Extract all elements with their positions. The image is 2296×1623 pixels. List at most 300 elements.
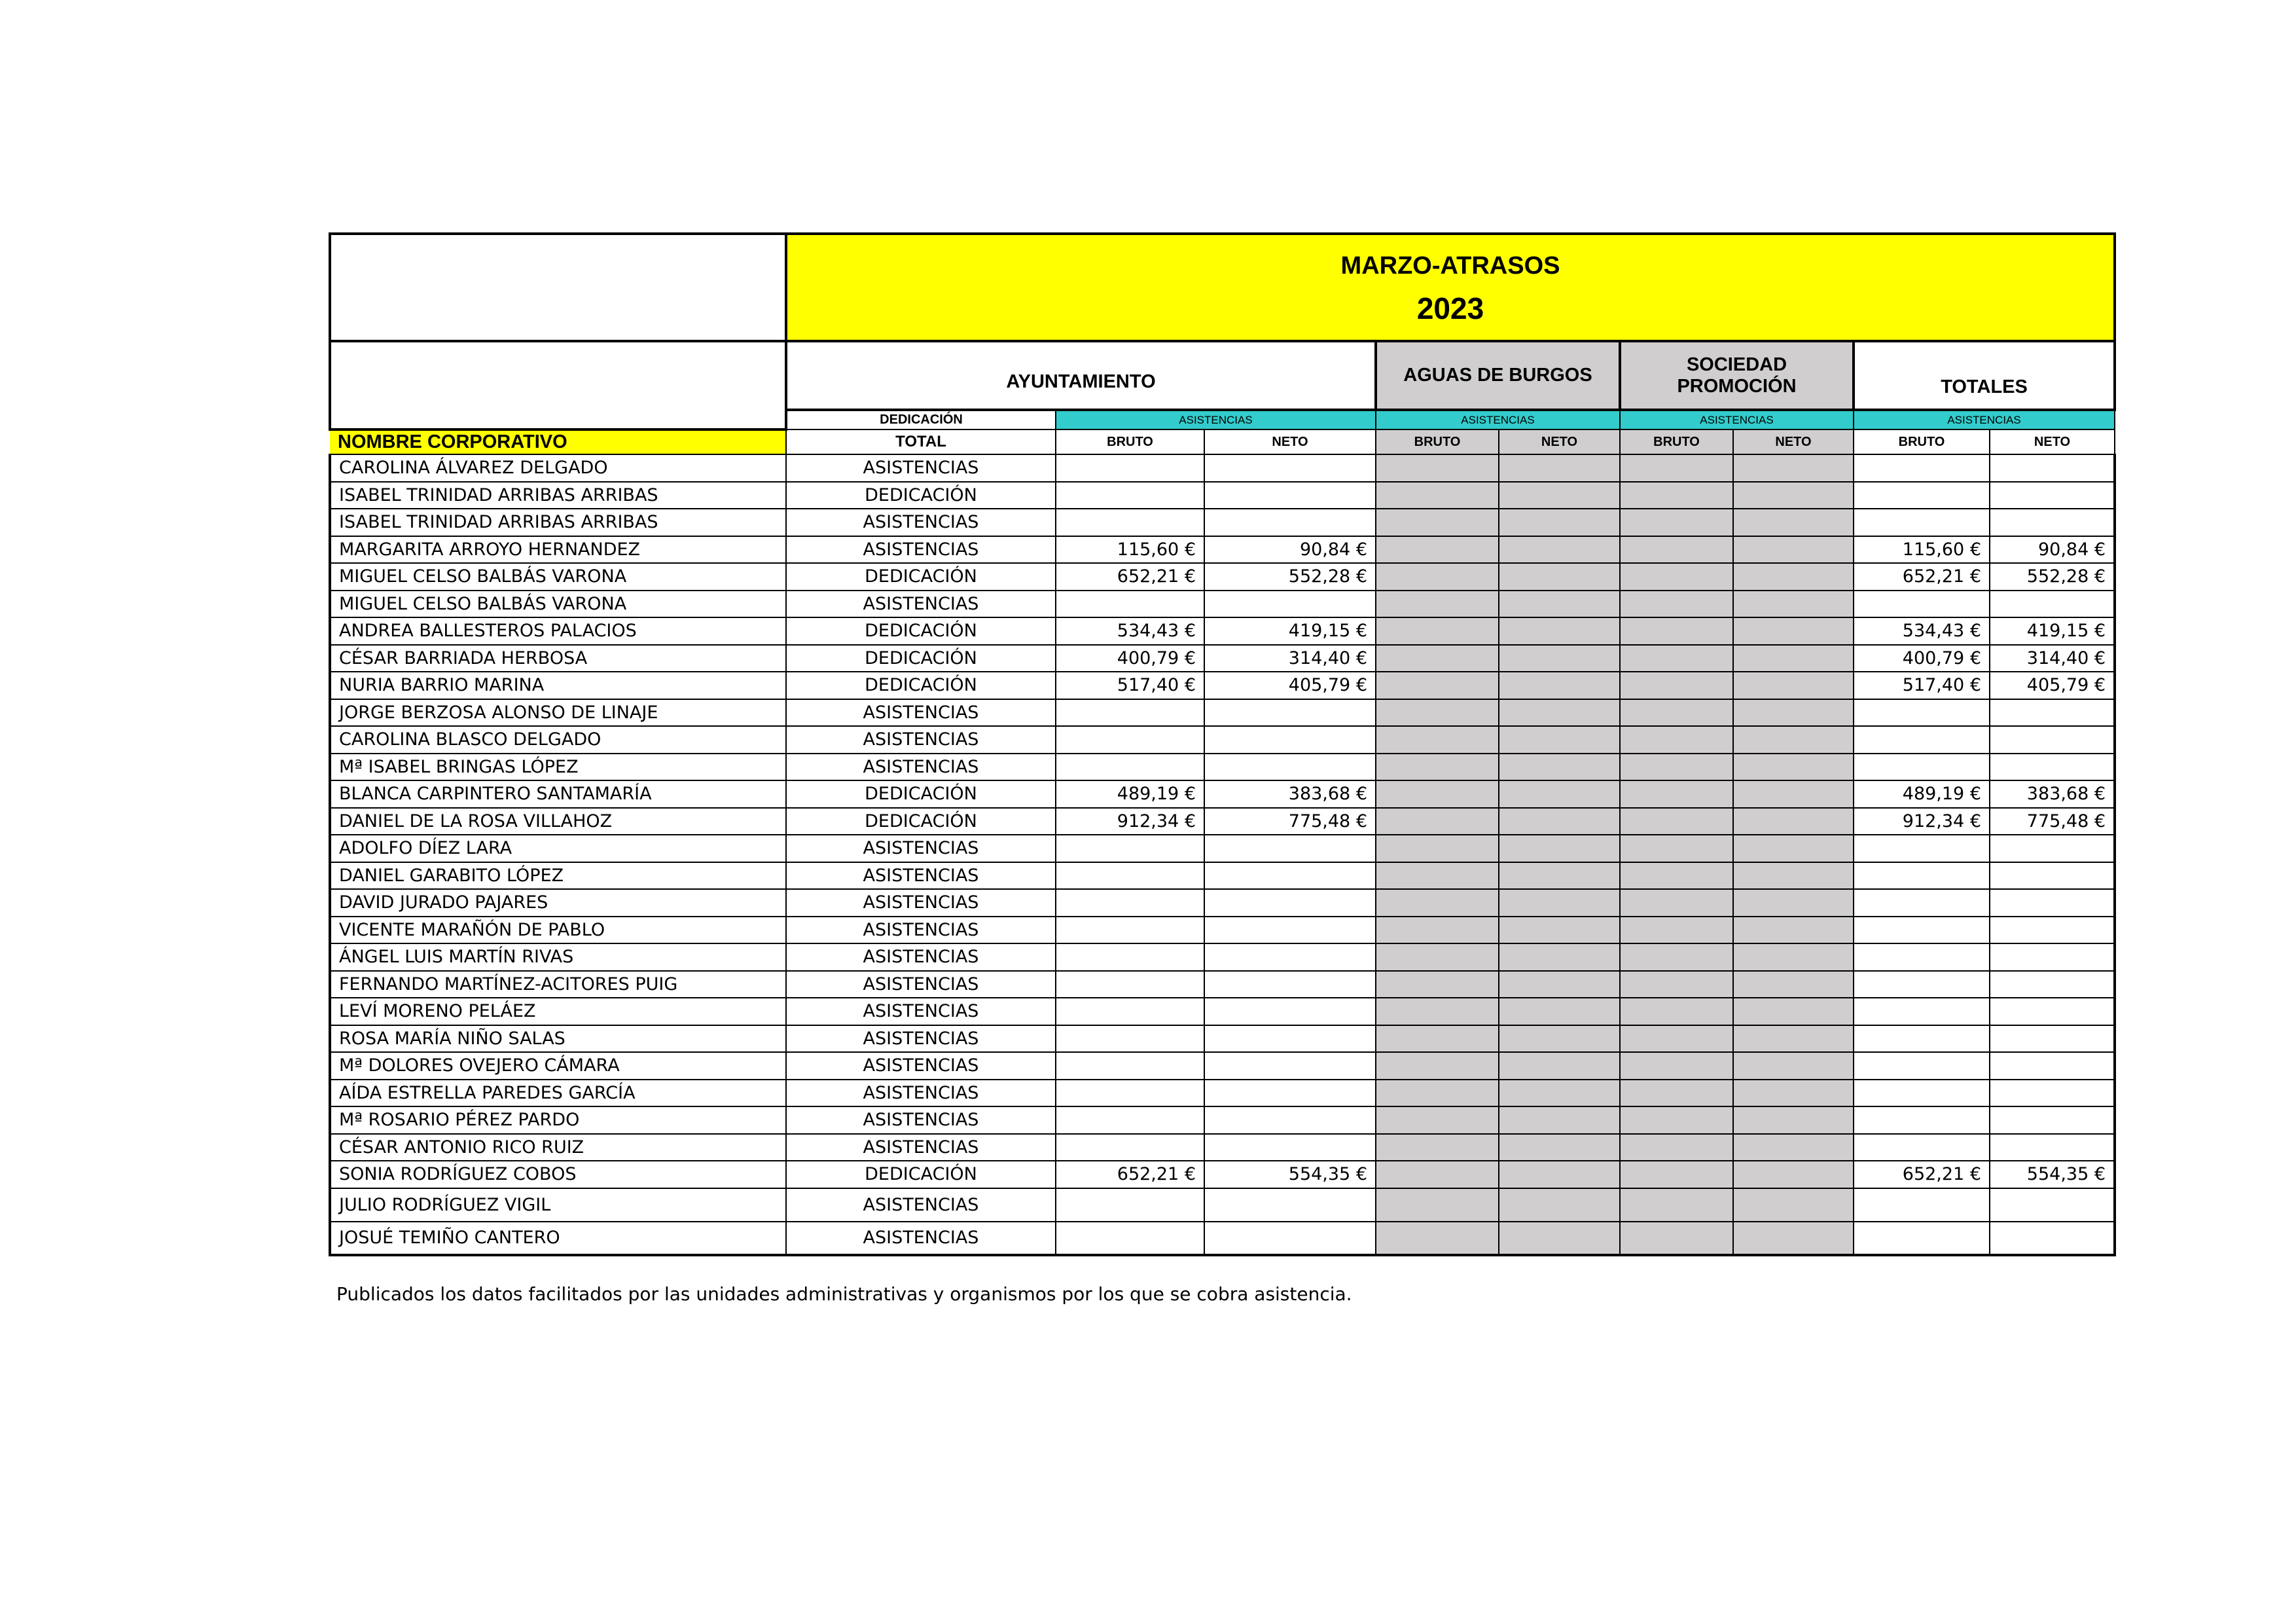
neto-header-totales: NETO bbox=[1990, 429, 2115, 454]
table-row bbox=[330, 808, 2115, 835]
row-sociedad-bruto bbox=[1620, 943, 1733, 971]
row-type: ASISTENCIAS bbox=[786, 971, 1056, 998]
row-aguas-bruto bbox=[1376, 835, 1499, 862]
table-row bbox=[330, 509, 2115, 536]
row-totales-neto: 552,28 € bbox=[1990, 563, 2115, 591]
row-aguas-bruto bbox=[1376, 780, 1499, 808]
row-ayuntamiento-neto bbox=[1204, 754, 1376, 781]
table-row bbox=[330, 645, 2115, 672]
row-totales-neto bbox=[1990, 726, 2115, 754]
row-sociedad-bruto bbox=[1620, 754, 1733, 781]
row-totales-bruto: 534,43 € bbox=[1854, 617, 1990, 645]
row-sociedad-neto bbox=[1733, 754, 1854, 781]
row-type: ASISTENCIAS bbox=[786, 998, 1056, 1025]
row-aguas-neto bbox=[1499, 808, 1620, 835]
row-sociedad-bruto bbox=[1620, 862, 1733, 890]
row-totales-neto bbox=[1990, 1080, 2115, 1107]
row-type: ASISTENCIAS bbox=[786, 1188, 1056, 1222]
row-type: ASISTENCIAS bbox=[786, 862, 1056, 890]
row-aguas-bruto bbox=[1376, 917, 1499, 944]
row-aguas-bruto bbox=[1376, 591, 1499, 618]
row-totales-neto bbox=[1990, 1134, 2115, 1161]
row-aguas-bruto bbox=[1376, 672, 1499, 699]
table-row bbox=[330, 1188, 2115, 1222]
row-name: VICENTE MARAÑÓN DE PABLO bbox=[330, 917, 786, 944]
row-totales-neto bbox=[1990, 754, 2115, 781]
row-sociedad-bruto bbox=[1620, 835, 1733, 862]
row-aguas-neto bbox=[1499, 617, 1620, 645]
row-ayuntamiento-bruto bbox=[1056, 509, 1204, 536]
row-ayuntamiento-neto bbox=[1204, 699, 1376, 727]
row-sociedad-neto bbox=[1733, 1134, 1854, 1161]
table-row bbox=[330, 943, 2115, 971]
asistencias-header-ayuntamiento: ASISTENCIAS bbox=[1056, 410, 1376, 429]
row-sociedad-bruto bbox=[1620, 1222, 1733, 1255]
row-ayuntamiento-bruto: 912,34 € bbox=[1056, 808, 1204, 835]
table-row bbox=[330, 454, 2115, 482]
row-aguas-bruto bbox=[1376, 754, 1499, 781]
row-name: JOSUÉ TEMIÑO CANTERO bbox=[330, 1222, 786, 1255]
row-aguas-bruto bbox=[1376, 1188, 1499, 1222]
row-totales-neto bbox=[1990, 943, 2115, 971]
row-totales-bruto: 517,40 € bbox=[1854, 672, 1990, 699]
row-ayuntamiento-neto: 775,48 € bbox=[1204, 808, 1376, 835]
row-totales-bruto bbox=[1854, 1188, 1990, 1222]
row-sociedad-bruto bbox=[1620, 889, 1733, 917]
row-sociedad-neto bbox=[1733, 780, 1854, 808]
row-aguas-neto bbox=[1499, 1188, 1620, 1222]
footnote: Publicados los datos facilitados por las unidades administrativas y organismos por los que se cobra asistencia. bbox=[336, 1283, 1352, 1305]
row-totales-bruto bbox=[1854, 1106, 1990, 1134]
row-name: MIGUEL CELSO BALBÁS VARONA bbox=[330, 591, 786, 618]
row-sociedad-bruto bbox=[1620, 917, 1733, 944]
row-name: AÍDA ESTRELLA PAREDES GARCÍA bbox=[330, 1080, 786, 1107]
row-sociedad-neto bbox=[1733, 726, 1854, 754]
row-name: ÁNGEL LUIS MARTÍN RIVAS bbox=[330, 943, 786, 971]
row-totales-bruto bbox=[1854, 1222, 1990, 1255]
table-row bbox=[330, 1222, 2115, 1255]
row-sociedad-neto bbox=[1733, 672, 1854, 699]
row-aguas-neto bbox=[1499, 943, 1620, 971]
row-aguas-neto bbox=[1499, 482, 1620, 509]
row-sociedad-neto bbox=[1733, 1052, 1854, 1080]
period-title: MARZO-ATRASOS bbox=[786, 234, 2115, 281]
row-sociedad-neto bbox=[1733, 943, 1854, 971]
row-sociedad-bruto bbox=[1620, 1025, 1733, 1053]
row-name: ADOLFO DÍEZ LARA bbox=[330, 835, 786, 862]
row-ayuntamiento-neto: 314,40 € bbox=[1204, 645, 1376, 672]
row-ayuntamiento-neto bbox=[1204, 917, 1376, 944]
row-ayuntamiento-neto: 90,84 € bbox=[1204, 536, 1376, 564]
row-aguas-bruto bbox=[1376, 998, 1499, 1025]
row-aguas-neto bbox=[1499, 1052, 1620, 1080]
row-ayuntamiento-bruto: 400,79 € bbox=[1056, 645, 1204, 672]
row-ayuntamiento-bruto bbox=[1056, 1025, 1204, 1053]
row-ayuntamiento-bruto bbox=[1056, 482, 1204, 509]
row-name: DANIEL GARABITO LÓPEZ bbox=[330, 862, 786, 890]
row-name: JORGE BERZOSA ALONSO DE LINAJE bbox=[330, 699, 786, 727]
row-sociedad-bruto bbox=[1620, 536, 1733, 564]
row-totales-bruto bbox=[1854, 1080, 1990, 1107]
row-name: DAVID JURADO PAJARES bbox=[330, 889, 786, 917]
retribuciones-table bbox=[329, 232, 2116, 1256]
row-aguas-neto bbox=[1499, 998, 1620, 1025]
row-sociedad-bruto bbox=[1620, 726, 1733, 754]
row-aguas-neto bbox=[1499, 889, 1620, 917]
table-row bbox=[330, 591, 2115, 618]
row-ayuntamiento-bruto: 534,43 € bbox=[1056, 617, 1204, 645]
table-row bbox=[330, 726, 2115, 754]
row-ayuntamiento-neto: 419,15 € bbox=[1204, 617, 1376, 645]
row-aguas-neto bbox=[1499, 1025, 1620, 1053]
row-sociedad-bruto bbox=[1620, 645, 1733, 672]
row-type: ASISTENCIAS bbox=[786, 699, 1056, 727]
table-row bbox=[330, 699, 2115, 727]
row-ayuntamiento-bruto bbox=[1056, 943, 1204, 971]
row-ayuntamiento-bruto bbox=[1056, 591, 1204, 618]
asistencias-header-totales: ASISTENCIAS bbox=[1854, 410, 2115, 429]
table-row bbox=[330, 617, 2115, 645]
row-sociedad-bruto bbox=[1620, 1188, 1733, 1222]
row-totales-neto bbox=[1990, 1025, 2115, 1053]
row-aguas-bruto bbox=[1376, 1052, 1499, 1080]
row-name: ROSA MARÍA NIÑO SALAS bbox=[330, 1025, 786, 1053]
row-aguas-neto bbox=[1499, 726, 1620, 754]
row-aguas-neto bbox=[1499, 672, 1620, 699]
row-aguas-bruto bbox=[1376, 726, 1499, 754]
row-sociedad-neto bbox=[1733, 1222, 1854, 1255]
row-ayuntamiento-bruto: 652,21 € bbox=[1056, 563, 1204, 591]
row-aguas-bruto bbox=[1376, 645, 1499, 672]
row-sociedad-bruto bbox=[1620, 591, 1733, 618]
row-aguas-bruto bbox=[1376, 482, 1499, 509]
row-totales-bruto: 400,79 € bbox=[1854, 645, 1990, 672]
row-sociedad-neto bbox=[1733, 617, 1854, 645]
row-totales-bruto bbox=[1854, 862, 1990, 890]
row-sociedad-neto bbox=[1733, 1080, 1854, 1107]
row-aguas-neto bbox=[1499, 509, 1620, 536]
row-name: ISABEL TRINIDAD ARRIBAS ARRIBAS bbox=[330, 509, 786, 536]
row-ayuntamiento-bruto bbox=[1056, 1052, 1204, 1080]
asistencias-header-sociedad: ASISTENCIAS bbox=[1620, 410, 1854, 429]
row-sociedad-bruto bbox=[1620, 998, 1733, 1025]
table-row bbox=[330, 1025, 2115, 1053]
row-sociedad-bruto bbox=[1620, 1052, 1733, 1080]
row-type: DEDICACIÓN bbox=[786, 808, 1056, 835]
table-row bbox=[330, 536, 2115, 564]
row-ayuntamiento-neto: 405,79 € bbox=[1204, 672, 1376, 699]
row-totales-bruto bbox=[1854, 454, 1990, 482]
table-row bbox=[330, 672, 2115, 699]
table-row bbox=[330, 1052, 2115, 1080]
row-totales-neto: 314,40 € bbox=[1990, 645, 2115, 672]
table-row bbox=[330, 780, 2115, 808]
row-aguas-bruto bbox=[1376, 1134, 1499, 1161]
row-aguas-bruto bbox=[1376, 943, 1499, 971]
row-aguas-bruto bbox=[1376, 808, 1499, 835]
row-ayuntamiento-neto bbox=[1204, 943, 1376, 971]
row-ayuntamiento-bruto bbox=[1056, 835, 1204, 862]
row-type: DEDICACIÓN bbox=[786, 672, 1056, 699]
row-totales-bruto bbox=[1854, 726, 1990, 754]
row-ayuntamiento-bruto bbox=[1056, 998, 1204, 1025]
row-aguas-bruto bbox=[1376, 1106, 1499, 1134]
row-aguas-neto bbox=[1499, 699, 1620, 727]
neto-header-sociedad: NETO bbox=[1733, 429, 1854, 454]
row-type: ASISTENCIAS bbox=[786, 1080, 1056, 1107]
row-ayuntamiento-neto bbox=[1204, 862, 1376, 890]
row-totales-bruto: 652,21 € bbox=[1854, 1161, 1990, 1188]
row-type: ASISTENCIAS bbox=[786, 1134, 1056, 1161]
row-ayuntamiento-bruto bbox=[1056, 889, 1204, 917]
row-ayuntamiento-bruto bbox=[1056, 862, 1204, 890]
row-totales-bruto bbox=[1854, 1134, 1990, 1161]
row-aguas-neto bbox=[1499, 917, 1620, 944]
row-sociedad-bruto bbox=[1620, 971, 1733, 998]
row-totales-bruto bbox=[1854, 591, 1990, 618]
row-name: ISABEL TRINIDAD ARRIBAS ARRIBAS bbox=[330, 482, 786, 509]
bruto-header-totales: BRUTO bbox=[1854, 429, 1990, 454]
row-sociedad-neto bbox=[1733, 998, 1854, 1025]
row-totales-bruto: 652,21 € bbox=[1854, 563, 1990, 591]
row-aguas-bruto bbox=[1376, 971, 1499, 998]
row-name: NURIA BARRIO MARINA bbox=[330, 672, 786, 699]
row-totales-bruto bbox=[1854, 1025, 1990, 1053]
table-row bbox=[330, 1080, 2115, 1107]
row-ayuntamiento-neto bbox=[1204, 971, 1376, 998]
blank-corner-cell bbox=[330, 234, 786, 341]
row-totales-neto bbox=[1990, 1188, 2115, 1222]
table-row bbox=[330, 1106, 2115, 1134]
row-name: ANDREA BALLESTEROS PALACIOS bbox=[330, 617, 786, 645]
row-sociedad-neto bbox=[1733, 536, 1854, 564]
row-aguas-bruto bbox=[1376, 454, 1499, 482]
asistencias-header-aguas: ASISTENCIAS bbox=[1376, 410, 1620, 429]
row-ayuntamiento-bruto bbox=[1056, 971, 1204, 998]
row-type: ASISTENCIAS bbox=[786, 889, 1056, 917]
row-type: ASISTENCIAS bbox=[786, 1106, 1056, 1134]
row-totales-bruto bbox=[1854, 998, 1990, 1025]
row-sociedad-bruto bbox=[1620, 1161, 1733, 1188]
row-ayuntamiento-neto bbox=[1204, 726, 1376, 754]
row-aguas-neto bbox=[1499, 1222, 1620, 1255]
row-type: ASISTENCIAS bbox=[786, 1025, 1056, 1053]
row-type: ASISTENCIAS bbox=[786, 726, 1056, 754]
row-type: ASISTENCIAS bbox=[786, 917, 1056, 944]
row-sociedad-neto bbox=[1733, 862, 1854, 890]
row-totales-neto bbox=[1990, 917, 2115, 944]
row-ayuntamiento-bruto: 115,60 € bbox=[1056, 536, 1204, 564]
row-sociedad-neto bbox=[1733, 1188, 1854, 1222]
row-type: DEDICACIÓN bbox=[786, 780, 1056, 808]
row-sociedad-bruto bbox=[1620, 482, 1733, 509]
row-type: ASISTENCIAS bbox=[786, 1222, 1056, 1255]
row-aguas-bruto bbox=[1376, 1161, 1499, 1188]
row-totales-bruto bbox=[1854, 971, 1990, 998]
neto-header-ayuntamiento: NETO bbox=[1204, 429, 1376, 454]
table-row bbox=[330, 998, 2115, 1025]
row-aguas-neto bbox=[1499, 1161, 1620, 1188]
row-aguas-neto bbox=[1499, 862, 1620, 890]
row-ayuntamiento-neto bbox=[1204, 1080, 1376, 1107]
row-totales-bruto bbox=[1854, 917, 1990, 944]
row-aguas-neto bbox=[1499, 780, 1620, 808]
row-sociedad-neto bbox=[1733, 645, 1854, 672]
row-type: ASISTENCIAS bbox=[786, 591, 1056, 618]
row-ayuntamiento-neto bbox=[1204, 1106, 1376, 1134]
row-totales-neto bbox=[1990, 454, 2115, 482]
year-title: 2023 bbox=[786, 281, 2115, 341]
table-row bbox=[330, 1161, 2115, 1188]
row-totales-bruto: 115,60 € bbox=[1854, 536, 1990, 564]
row-name: CÉSAR ANTONIO RICO RUIZ bbox=[330, 1134, 786, 1161]
row-totales-neto: 419,15 € bbox=[1990, 617, 2115, 645]
row-ayuntamiento-bruto bbox=[1056, 726, 1204, 754]
row-aguas-bruto bbox=[1376, 536, 1499, 564]
row-name: SONIA RODRÍGUEZ COBOS bbox=[330, 1161, 786, 1188]
section-totales: TOTALES bbox=[1854, 341, 2115, 410]
row-ayuntamiento-bruto bbox=[1056, 1106, 1204, 1134]
row-totales-neto bbox=[1990, 971, 2115, 998]
row-ayuntamiento-bruto: 489,19 € bbox=[1056, 780, 1204, 808]
row-type: ASISTENCIAS bbox=[786, 835, 1056, 862]
row-ayuntamiento-neto: 383,68 € bbox=[1204, 780, 1376, 808]
row-name: Mª ISABEL BRINGAS LÓPEZ bbox=[330, 754, 786, 781]
row-sociedad-neto bbox=[1733, 1161, 1854, 1188]
row-sociedad-bruto bbox=[1620, 1080, 1733, 1107]
row-name: CAROLINA BLASCO DELGADO bbox=[330, 726, 786, 754]
row-aguas-bruto bbox=[1376, 862, 1499, 890]
row-sociedad-bruto bbox=[1620, 1134, 1733, 1161]
row-ayuntamiento-neto bbox=[1204, 1052, 1376, 1080]
row-name: FERNANDO MARTÍNEZ-ACITORES PUIG bbox=[330, 971, 786, 998]
row-sociedad-bruto bbox=[1620, 1106, 1733, 1134]
row-name: BLANCA CARPINTERO SANTAMARÍA bbox=[330, 780, 786, 808]
row-aguas-bruto bbox=[1376, 699, 1499, 727]
row-name: MARGARITA ARROYO HERNANDEZ bbox=[330, 536, 786, 564]
nombre-corporativo-header: NOMBRE CORPORATIVO bbox=[330, 429, 786, 454]
row-ayuntamiento-bruto bbox=[1056, 454, 1204, 482]
row-ayuntamiento-neto: 554,35 € bbox=[1204, 1161, 1376, 1188]
bruto-header-ayuntamiento: BRUTO bbox=[1056, 429, 1204, 454]
row-name: Mª DOLORES OVEJERO CÁMARA bbox=[330, 1052, 786, 1080]
row-ayuntamiento-neto bbox=[1204, 889, 1376, 917]
row-aguas-bruto bbox=[1376, 563, 1499, 591]
row-aguas-neto bbox=[1499, 536, 1620, 564]
row-totales-neto: 775,48 € bbox=[1990, 808, 2115, 835]
row-aguas-neto bbox=[1499, 1106, 1620, 1134]
row-ayuntamiento-bruto bbox=[1056, 699, 1204, 727]
row-totales-bruto bbox=[1854, 1052, 1990, 1080]
section-sociedad-promocion bbox=[1620, 341, 1854, 410]
row-type: DEDICACIÓN bbox=[786, 617, 1056, 645]
row-ayuntamiento-bruto: 652,21 € bbox=[1056, 1161, 1204, 1188]
row-aguas-neto bbox=[1499, 971, 1620, 998]
row-sociedad-neto bbox=[1733, 482, 1854, 509]
row-type: DEDICACIÓN bbox=[786, 563, 1056, 591]
row-name: DANIEL DE LA ROSA VILLAHOZ bbox=[330, 808, 786, 835]
neto-header-aguas: NETO bbox=[1499, 429, 1620, 454]
row-totales-bruto: 489,19 € bbox=[1854, 780, 1990, 808]
row-ayuntamiento-bruto bbox=[1056, 1188, 1204, 1222]
section-sociedad-line2: PROMOCIÓN bbox=[1677, 375, 1797, 397]
row-ayuntamiento-bruto bbox=[1056, 917, 1204, 944]
row-totales-neto: 90,84 € bbox=[1990, 536, 2115, 564]
row-totales-bruto bbox=[1854, 943, 1990, 971]
row-sociedad-neto bbox=[1733, 808, 1854, 835]
row-totales-neto bbox=[1990, 862, 2115, 890]
row-totales-bruto bbox=[1854, 754, 1990, 781]
row-aguas-bruto bbox=[1376, 1080, 1499, 1107]
row-name: LEVÍ MORENO PELÁEZ bbox=[330, 998, 786, 1025]
row-sociedad-bruto bbox=[1620, 808, 1733, 835]
row-totales-bruto: 912,34 € bbox=[1854, 808, 1990, 835]
row-aguas-neto bbox=[1499, 1134, 1620, 1161]
row-sociedad-neto bbox=[1733, 509, 1854, 536]
row-name: Mª ROSARIO PÉREZ PARDO bbox=[330, 1106, 786, 1134]
table-row bbox=[330, 971, 2115, 998]
row-totales-neto bbox=[1990, 1052, 2115, 1080]
row-ayuntamiento-neto bbox=[1204, 482, 1376, 509]
row-type: DEDICACIÓN bbox=[786, 1161, 1056, 1188]
row-name: MIGUEL CELSO BALBÁS VARONA bbox=[330, 563, 786, 591]
row-aguas-neto bbox=[1499, 754, 1620, 781]
row-ayuntamiento-neto bbox=[1204, 454, 1376, 482]
row-sociedad-bruto bbox=[1620, 699, 1733, 727]
row-totales-neto bbox=[1990, 998, 2115, 1025]
row-ayuntamiento-bruto bbox=[1056, 1080, 1204, 1107]
bruto-header-sociedad: BRUTO bbox=[1620, 429, 1733, 454]
row-ayuntamiento-bruto bbox=[1056, 1222, 1204, 1255]
row-type: ASISTENCIAS bbox=[786, 943, 1056, 971]
table-row bbox=[330, 1134, 2115, 1161]
section-ayuntamiento: AYUNTAMIENTO bbox=[786, 341, 1376, 410]
row-totales-bruto bbox=[1854, 482, 1990, 509]
row-ayuntamiento-bruto bbox=[1056, 1134, 1204, 1161]
total-header: TOTAL bbox=[786, 429, 1056, 454]
section-sociedad-line1: SOCIEDAD bbox=[1686, 354, 1787, 375]
row-ayuntamiento-neto bbox=[1204, 509, 1376, 536]
row-sociedad-bruto bbox=[1620, 454, 1733, 482]
row-totales-bruto bbox=[1854, 835, 1990, 862]
row-totales-bruto bbox=[1854, 699, 1990, 727]
row-totales-neto bbox=[1990, 509, 2115, 536]
row-aguas-bruto bbox=[1376, 1025, 1499, 1053]
row-totales-neto bbox=[1990, 699, 2115, 727]
row-aguas-bruto bbox=[1376, 1222, 1499, 1255]
row-sociedad-neto bbox=[1733, 563, 1854, 591]
row-sociedad-neto bbox=[1733, 1025, 1854, 1053]
table-row bbox=[330, 917, 2115, 944]
row-type: DEDICACIÓN bbox=[786, 482, 1056, 509]
row-ayuntamiento-neto bbox=[1204, 1188, 1376, 1222]
row-totales-neto: 383,68 € bbox=[1990, 780, 2115, 808]
row-ayuntamiento-neto bbox=[1204, 998, 1376, 1025]
row-aguas-bruto bbox=[1376, 617, 1499, 645]
row-aguas-neto bbox=[1499, 1080, 1620, 1107]
row-sociedad-neto bbox=[1733, 699, 1854, 727]
table-row bbox=[330, 482, 2115, 509]
row-totales-neto bbox=[1990, 591, 2115, 618]
row-totales-neto bbox=[1990, 1106, 2115, 1134]
row-totales-neto bbox=[1990, 1222, 2115, 1255]
row-ayuntamiento-neto bbox=[1204, 1222, 1376, 1255]
row-type: ASISTENCIAS bbox=[786, 509, 1056, 536]
row-totales-neto bbox=[1990, 889, 2115, 917]
row-totales-neto bbox=[1990, 835, 2115, 862]
row-ayuntamiento-neto bbox=[1204, 1025, 1376, 1053]
row-aguas-neto bbox=[1499, 563, 1620, 591]
